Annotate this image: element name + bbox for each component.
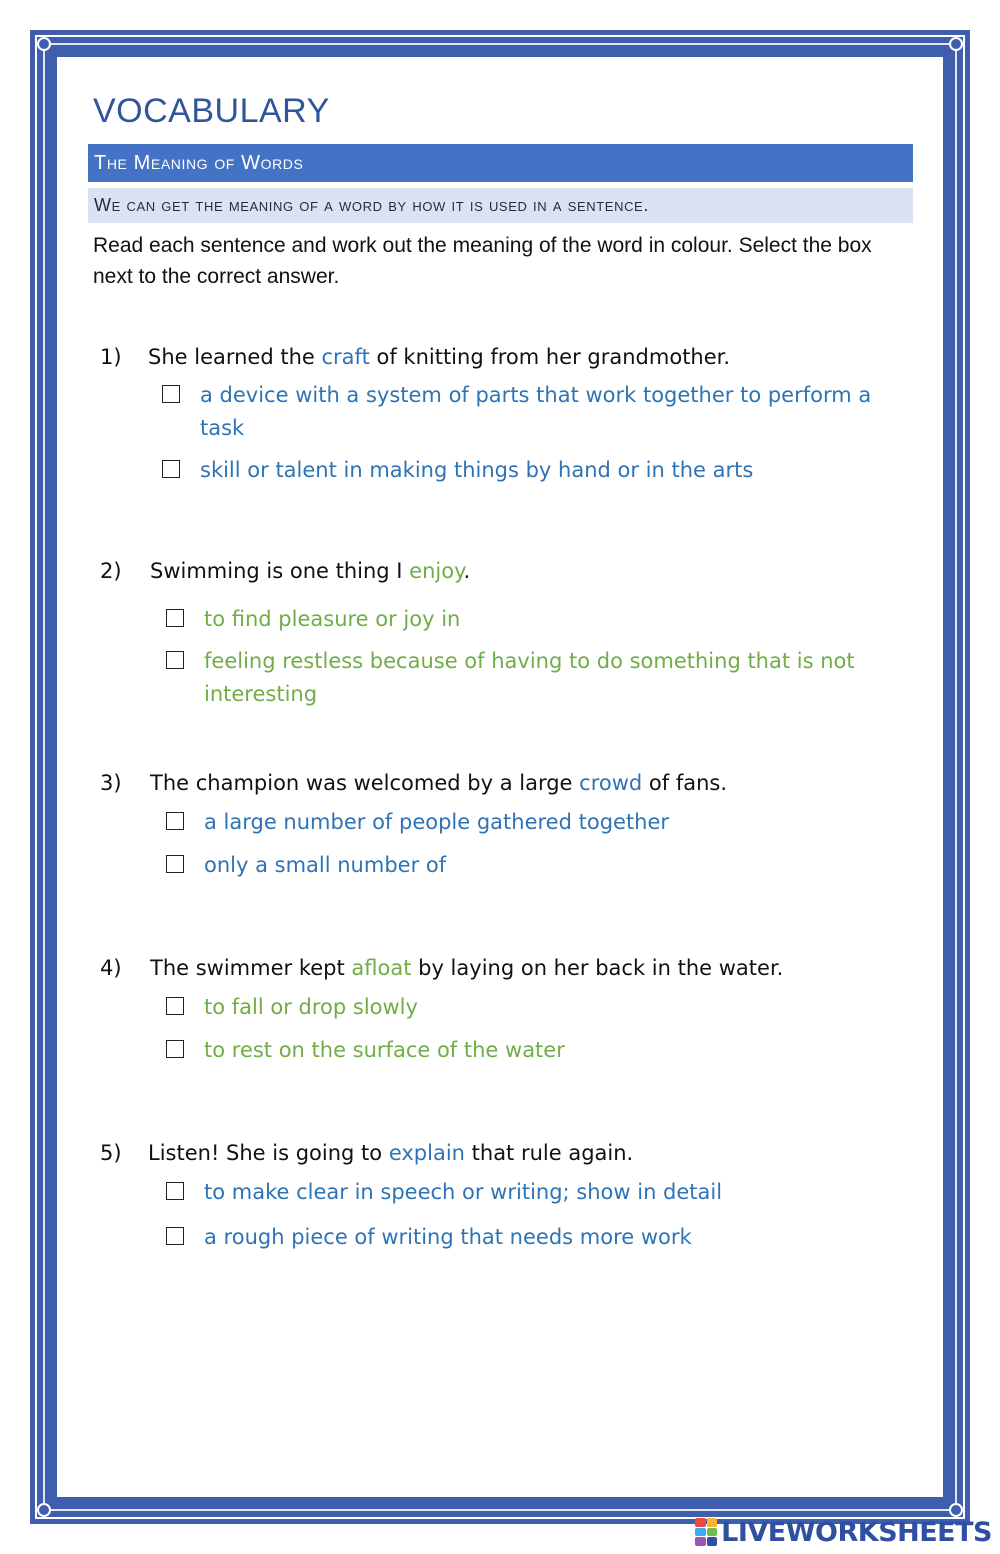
answer-checkbox[interactable]	[166, 997, 184, 1015]
option-text: a large number of people gathered together	[204, 810, 670, 834]
frame-corner-ornament-icon	[37, 1503, 51, 1517]
question-number: 4)	[100, 956, 122, 980]
answer-option[interactable]	[162, 454, 900, 487]
answer-checkbox[interactable]	[166, 609, 184, 627]
answer-option[interactable]	[162, 379, 900, 445]
keyword: craft	[321, 345, 370, 369]
question-text	[150, 768, 727, 798]
question-text	[150, 556, 470, 586]
option-text: a device with a system of parts that work together to perform a task	[200, 383, 872, 440]
question-2	[100, 556, 900, 711]
answer-option[interactable]	[166, 1034, 900, 1067]
liveworksheets-logo	[695, 1514, 992, 1550]
question-sentence	[100, 556, 900, 586]
question-number: 1)	[100, 345, 122, 369]
keyword: crowd	[579, 771, 643, 795]
answer-option[interactable]	[166, 645, 900, 711]
keyword: enjoy	[409, 559, 464, 583]
answer-option[interactable]	[166, 603, 900, 636]
answer-option[interactable]	[166, 1221, 900, 1254]
sentence-part: Listen! She is going to	[148, 1141, 389, 1165]
keyword: afloat	[351, 956, 412, 980]
answer-checkbox[interactable]	[162, 460, 180, 478]
question-4	[100, 953, 900, 1067]
question-text	[150, 953, 783, 983]
frame-corner-ornament-icon	[949, 37, 963, 51]
answer-checkbox[interactable]	[166, 812, 184, 830]
option-text: feeling restless because of having to do something that is not interesting	[204, 649, 855, 706]
option-text: to find pleasure or joy in	[204, 607, 461, 631]
option-text: to make clear in speech or writing; show in detail	[204, 1180, 723, 1204]
option-text: a rough piece of writing that needs more work	[204, 1225, 692, 1249]
liveworksheets-logo-icon	[695, 1518, 717, 1546]
answer-checkbox[interactable]	[166, 1040, 184, 1058]
sentence-part: by laying on her back in the water.	[411, 956, 784, 980]
answer-option[interactable]	[166, 849, 900, 882]
option-text: only a small number of	[204, 853, 447, 877]
option-text: to fall or drop slowly	[204, 995, 418, 1019]
question-5	[100, 1138, 900, 1254]
answer-checkbox[interactable]	[166, 855, 184, 873]
instructions: Read each sentence and work out the meaning of the word in colour. Select the box next to the correct answer.	[93, 234, 872, 288]
question-number: 3)	[100, 771, 122, 795]
answer-checkbox[interactable]	[166, 651, 184, 669]
question-3	[100, 768, 900, 882]
question-sentence	[100, 342, 900, 372]
sentence-part: Swimming is one thing I	[150, 559, 410, 583]
question-1	[100, 342, 900, 487]
answer-option[interactable]	[166, 1176, 900, 1209]
sentence-part: She learned the	[148, 345, 322, 369]
question-sentence	[100, 953, 900, 983]
sentence-part: of knitting from her grandmother.	[369, 345, 731, 369]
tip-banner: We can get the meaning of a word by how it is used in a sentence.	[88, 188, 913, 223]
answer-checkbox[interactable]	[166, 1227, 184, 1245]
answer-checkbox[interactable]	[166, 1182, 184, 1200]
question-sentence	[100, 1138, 900, 1168]
frame-corner-ornament-icon	[37, 37, 51, 51]
keyword: explain	[388, 1141, 465, 1165]
question-number: 5)	[100, 1141, 122, 1165]
sentence-part: The swimmer kept	[150, 956, 352, 980]
page-title: VOCABULARY	[93, 92, 330, 130]
answer-option[interactable]	[166, 806, 900, 839]
section-subtitle: The Meaning of Words	[88, 144, 913, 182]
option-text: skill or talent in making things by hand or in the arts	[200, 458, 754, 482]
sentence-part: The champion was welcomed by a large	[150, 771, 580, 795]
question-text	[148, 1138, 633, 1168]
sentence-part: that rule again.	[464, 1141, 634, 1165]
answer-option[interactable]	[166, 991, 900, 1024]
sentence-part: .	[463, 559, 471, 583]
question-number: 2)	[100, 559, 122, 583]
sentence-part: of fans.	[642, 771, 728, 795]
logo-text: LIVEWORKSHEETS	[721, 1516, 992, 1548]
option-text: to rest on the surface of the water	[204, 1038, 565, 1062]
question-text	[148, 342, 730, 372]
question-sentence	[100, 768, 900, 798]
answer-checkbox[interactable]	[162, 385, 180, 403]
